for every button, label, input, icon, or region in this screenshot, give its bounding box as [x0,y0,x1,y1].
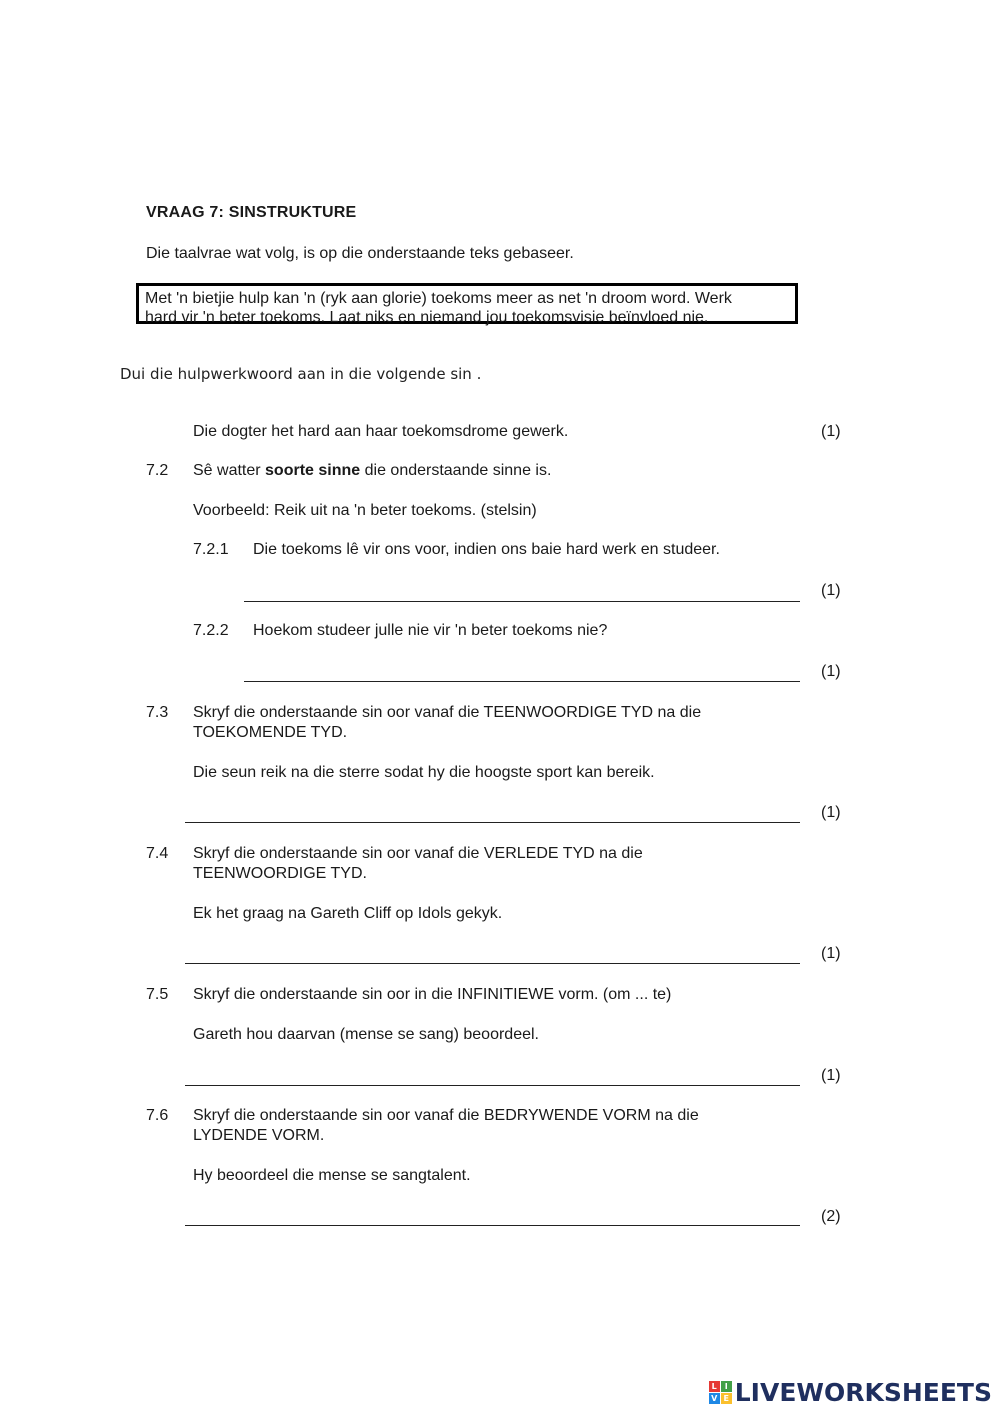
q73-line-2: TOEKOMENDE TYD. [193,724,348,741]
q721-text: Die toekoms lê vir ons voor, indien ons baie hard werk en studeer. [253,541,720,558]
logo-icon-i: I [721,1381,732,1392]
q73-answer-line[interactable] [185,822,800,823]
intro-text: Die taalvrae wat volg, is op die onderstaande teks gebaseer. [146,245,574,262]
q73-line-1: Skryf die onderstaande sin oor vanaf die TEENWOORDIGE TYD na die [193,704,702,721]
q722-answer-line[interactable] [244,681,800,682]
liveworksheets-logo [709,1378,992,1407]
logo-icon-e: E [721,1393,732,1404]
q722-number: 7.2.2 [193,622,229,639]
q74-line-2: TEENWOORDIGE TYD. [193,865,367,882]
q71-mark: (1) [821,423,841,440]
q72-prompt-post: die onderstaande sinne is. [360,462,552,479]
q74-sentence: Ek het graag na Gareth Cliff op Idols gekyk. [193,905,503,922]
q72-number: 7.2 [146,462,169,479]
q76-line-1: Skryf die onderstaande sin oor vanaf die BEDRYWENDE VORM na die [193,1107,699,1124]
q76-line-2: LYDENDE VORM. [193,1127,325,1144]
q76-sentence: Hy beoordeel die mense se sangtalent. [193,1167,471,1184]
q75-line-1: Skryf die onderstaande sin oor in die INFINITIEWE vorm. (om ... te) [193,986,672,1003]
q76-answer-line[interactable] [185,1225,800,1226]
q76-mark: (2) [821,1208,841,1225]
reading-text-line-2: hard vir 'n beter toekoms. Laat niks en niemand jou toekomsvisie beïnvloed nie. [145,309,709,326]
q722-mark: (1) [821,663,841,680]
q75-mark: (1) [821,1067,841,1084]
reading-text-line-1: Met 'n bietjie hulp kan 'n (ryk aan glorie) toekoms meer as net 'n droom word. Werk [145,290,732,307]
liveworksheets-logo-icon [709,1381,732,1404]
q74-line-1: Skryf die onderstaande sin oor vanaf die VERLEDE TYD na die [193,845,643,862]
q75-sentence: Gareth hou daarvan (mense se sang) beoordeel. [193,1026,539,1043]
q73-mark: (1) [821,804,841,821]
q74-answer-line[interactable] [185,963,800,964]
q72-prompt-bold: soorte sinne [265,462,361,479]
logo-icon-l: L [709,1381,720,1392]
logo-icon-v: V [709,1393,720,1404]
instruction-text: Dui die hulpwerkwoord aan in die volgende sin . [120,365,482,383]
q72-prompt [193,462,551,480]
q71-sentence: Die dogter het hard aan haar toekomsdrome gewerk. [193,423,569,440]
q73-sentence: Die seun reik na die sterre sodat hy die hoogste sport kan bereik. [193,764,655,781]
q721-mark: (1) [821,582,841,599]
section-title: VRAAG 7: SINSTRUKTURE [146,204,357,221]
reading-text-box [136,283,798,324]
q72-example: Voorbeeld: Reik uit na 'n beter toekoms. (stelsin) [193,502,537,519]
q75-answer-line[interactable] [185,1085,800,1086]
q721-answer-line[interactable] [244,601,800,602]
q73-number: 7.3 [146,704,169,721]
q721-number: 7.2.1 [193,541,229,558]
q74-mark: (1) [821,945,841,962]
q72-prompt-pre: Sê watter [193,462,266,479]
q75-number: 7.5 [146,986,169,1003]
q74-number: 7.4 [146,845,169,862]
q76-number: 7.6 [146,1107,169,1124]
liveworksheets-logo-text: LIVEWORKSHEETS [734,1378,992,1407]
q722-text: Hoekom studeer julle nie vir 'n beter toekoms nie? [253,622,608,639]
